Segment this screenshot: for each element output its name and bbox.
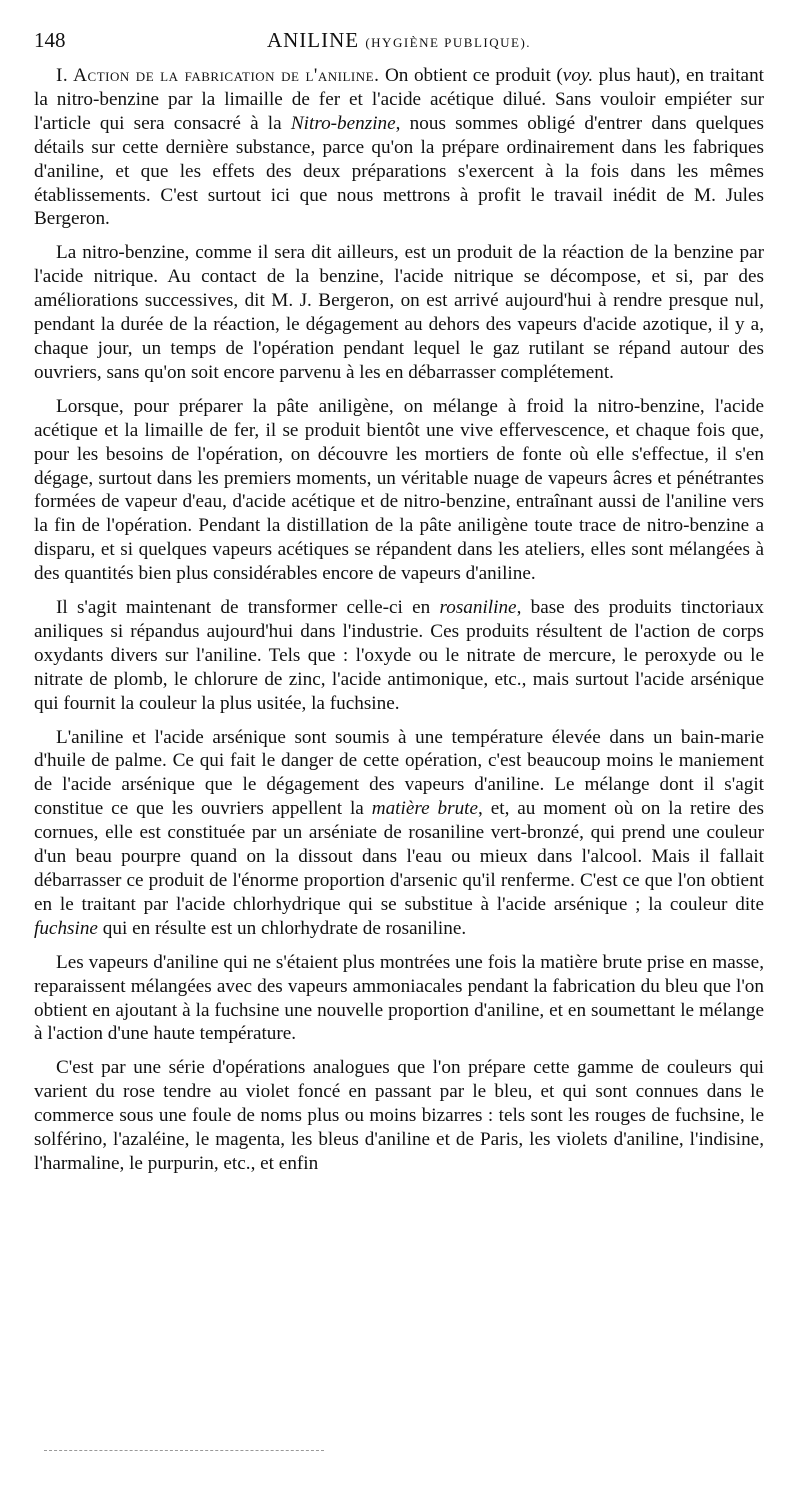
running-title (34, 28, 764, 53)
paragraph (34, 1056, 764, 1176)
paragraph-text: plus haut), en traitant la nitro-benzine par la limaille de fer et l'acide acétique dilué. Sans vouloir empiéter sur l'article qui sera consacré à la (34, 65, 764, 134)
paragraph (34, 726, 764, 941)
italic-term: matière brute (371, 798, 479, 820)
paragraph-text: On obtient ce produit ( (379, 65, 563, 86)
italic-term: fuchsine (34, 917, 98, 939)
paragraph-text: , et, au moment où on la retire des cornues, elle est constituée par un arséniate de rosaniline vert-bronzé, qui prend une couleur d'un beau pourpre quand on la dissout dans l'eau ou mieux dans l'alcool. Mais il fallait débarrasser ce produit de l'énorme proportion d'arsenic qu'il renferme. C'est ce que l'on obtient en le traitant par l'acide chlorhydrique qui se substitue à l'acide arsénique ; la couleur dite (34, 798, 764, 915)
body-text (34, 64, 764, 1176)
page-number: 148 (34, 28, 66, 52)
paragraph-text: Lorsque, pour préparer la pâte aniligène, on mélange à froid la nitro-benzine, l'acide acétique et la limaille de fer, il se produit bientôt une vive effervescence, et chaque fois que, pour les besoins de l'opération, on découvre les mortiers de fonte où elle s'effectue, il s'en dégage, surtout dans les premiers moments, un véritable nuage de vapeurs âcres et pénétrantes formées de vapeur d'eau, d'acide acétique et de nitro-benzine, entraînant aussi de l'aniline vers la fin de l'opération. Pendant la distillation de la pâte aniligène toute trace de nitro-benzine a disparu, et si quelques vapeurs acétiques se répandent dans les ateliers, elles sont mélangées à des quantités bien plus considérables encore de vapeurs d'aniline. (34, 395, 764, 585)
paragraph (34, 241, 764, 384)
section-heading: I. Action de la fabrication de l'aniline. (56, 65, 380, 86)
paragraph (34, 951, 764, 1047)
paragraph-text: La nitro-benzine, comme il sera dit ailleurs, est un produit de la réaction de la benzine par l'acide nitrique. Au contact de la benzine, l'acide nitrique se décompose, et si, par des améliorations successives, dit M. J. Bergeron, on est arrivé aujourd'hui à rendre presque nul, pendant la durée de la réaction, le dégagement au dehors des vapeurs d'acide azotique, il y a, chaque jour, un temps de l'opération pendant lequel le gaz rutilant se répand autour des ouvriers, sans qu'on soit encore parvenu à les en débarrasser complétement. (34, 242, 764, 383)
paragraph-text: , nous sommes obligé d'entrer dans quelques détails sur cette dernière substance, parce qu'on la prépare ordinairement dans les fabriques d'aniline, et que les effets des deux préparations s'exercent à la fois dans les mêmes établissements. C'est surtout ici que nous mettrons à profit le travail inédit de M. Jules Bergeron. (34, 112, 764, 230)
paragraph-text: Il s'agit maintenant de transformer celle-ci en (56, 597, 440, 619)
paragraph (34, 64, 764, 231)
paragraph-text: L'aniline et l'acide arsénique sont soumis à une température élevée dans un bain-marie d'huile de palme. Ce qui fait le danger de cette opération, c'est beaucoup moins le maniement de l'acide arsénique que le dégagement des vapeurs d'aniline. Le mélange dont il s'agit constitue ce que les ouvriers appellent la (34, 726, 764, 820)
running-head (34, 28, 764, 58)
document-page (34, 28, 764, 1186)
footer-rule (44, 1450, 324, 1451)
running-title-subtitle: (HYGIÈNE PUBLIQUE). (365, 35, 532, 50)
italic-abbrev: voy. (562, 65, 594, 86)
italic-term: Nitro-benzine (290, 112, 396, 134)
paragraph (34, 395, 764, 586)
paragraph-text: C'est par une série d'opérations analogues que l'on prépare cette gamme de couleurs qui varient du rose tendre au violet foncé en passant par le bleu, et qui sont connues dans le commerce sous une foule de noms plus ou moins bizarres : tels sont les rouges de fuchsine, le solférino, l'azaléine, le magenta, les bleus d'aniline et de Paris, les violets d'aniline, l'indisine, l'harmaline, le purpurin, etc., et enfin (34, 1057, 764, 1174)
paragraph-text: Les vapeurs d'aniline qui ne s'étaient plus montrées une fois la matière brute prise en masse, reparaissent mélangées avec des vapeurs ammoniacales pendant la fabrication du bleu que l'on obtient en ajoutant à la fuchsine une nouvelle proportion d'aniline, et en soumettant le mélange à l'action d'une haute température. (34, 951, 764, 1045)
paragraph-text: qui en résulte est un chlorhydrate de rosaniline. (97, 917, 467, 939)
paragraph-text: , base des produits tinctoriaux aniliques si répandus aujourd'hui dans l'industrie. Ces produits résultent de l'action de corps oxydants divers sur l'aniline. Tels que : l'oxyde ou le nitrate de mercure, le peroxyde ou le nitrate de plomb, le chlorure de zinc, l'acide antimonique, etc., mais surtout l'acide arsénique qui fournit la couleur la plus usitée, la fuchsine. (34, 597, 764, 714)
italic-term: rosaniline (439, 597, 517, 619)
running-title-main: ANILINE (266, 28, 360, 52)
paragraph (34, 596, 764, 716)
